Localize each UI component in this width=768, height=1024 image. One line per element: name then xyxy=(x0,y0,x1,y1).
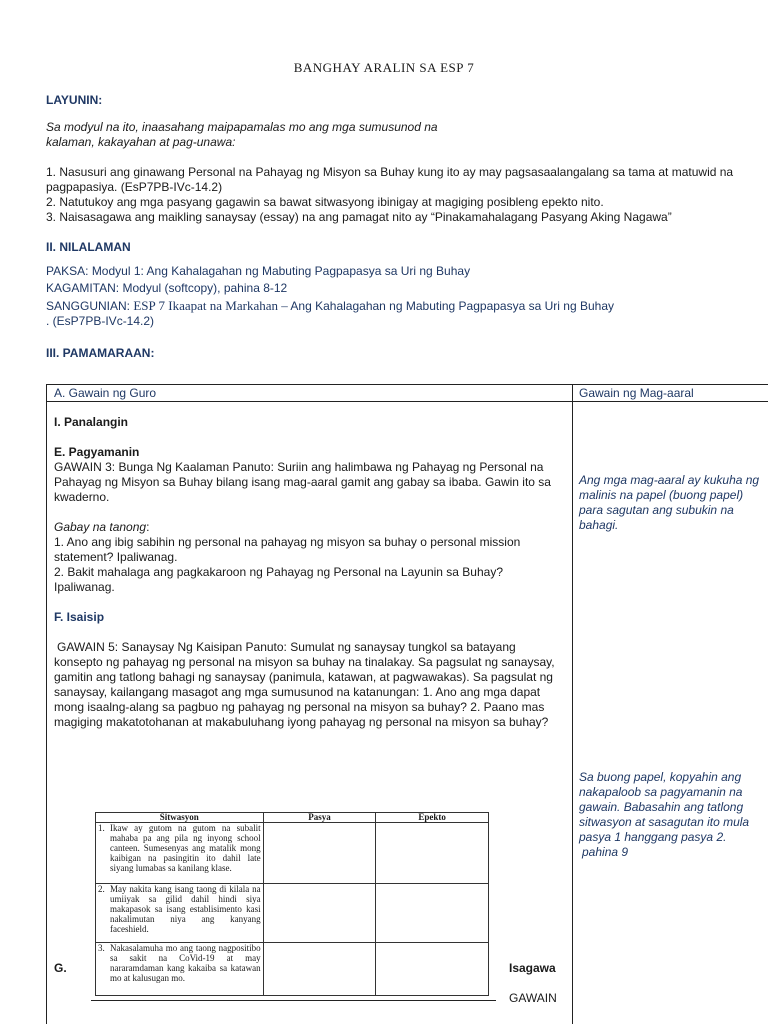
sanggunian-line xyxy=(46,298,766,314)
gabay-question-1: 1. Ano ang ibig sabihin ng personal na pahayag ng misyon sa buhay o personal mission statement? Ipaliwanag. xyxy=(54,535,521,564)
panalangin-heading: I. Panalangin xyxy=(54,415,129,429)
paksa-label: PAKSA: xyxy=(46,264,89,278)
gabay-colon: : xyxy=(146,520,150,534)
sanggunian-label: SANGGUNIAN: xyxy=(46,299,131,313)
gawain3-text: GAWAIN 3: Bunga Ng Kaalaman Panuto: Suriin ang halimbawa ng Pahayag ng Personal na Pahayag ng Misyon sa Buhay bilang isang mag-aaral gamit ang gabay sa ibaba. Gawin ito sa kwaderno. xyxy=(54,460,551,504)
situation-table-header xyxy=(96,813,489,823)
layunin-item-1: 1. Nasusuri ang ginawang Personal na Pahayag ng Misyon sa Buhay kung ito ay may pagsasaalangalang sa tama at matuwid na pagpapasiya. (EsP7PB-IVc-14.2) xyxy=(46,165,734,194)
layunin-item-3: 3. Naisasagawa ang maikling sanaysay (essay) na ang pamagat nito ay “Pinakamahalagang Pasyang Aking Nagawa” xyxy=(46,210,672,224)
student-note-2-text: Sa buong papel, kopyahin ang nakapaloob sa pagyamanin na gawain. Babasahin ang tatlong sitwasyon at sasagutan ito mula pasya 1 hanggang pasya 2. xyxy=(579,770,750,844)
isagawa-label: Isagawa xyxy=(509,961,556,975)
student-note-2-page: pahina 9 xyxy=(582,845,629,859)
gawain5-text: GAWAIN 5: Sanaysay Ng Kaisipan Panuto: Sumulat ng sanaysay tungkol sa batayang konsepto ng pahayag ng personal na misyon sa buhay na tinalakay. Sa pagsulat ng sanaysay, gamitin ang tatlong bahagi ng sanaysay (panimula, katawan, at pagwawakas). Sa pagsulat ng sanaysay, kailangang masagot ang mga sumusunod na katanungan: 1. Ano ang mga dapat mong isaalng-alang sa pagbuo ng pahayag ng personal na misyon sa buhay? 2. Paano mas magiging makatotohanan at makabuluhang iyong pahayag ng personal na misyon sa buhay? xyxy=(54,640,555,729)
header-epekto: Epekto xyxy=(376,813,489,823)
situation-number: 2. xyxy=(98,884,105,894)
layunin-section xyxy=(46,93,766,225)
col-header-magaaral: Gawain ng Mag-aaral xyxy=(579,386,694,400)
pagyamanin-heading: E. Pagyamanin xyxy=(54,445,140,459)
layunin-item-2: 2. Natutukoy ang mga pasyang gagawin sa bawat sitwasyong ibinigay at magiging posibleng epekto nito. xyxy=(46,195,604,209)
page-title: BANGHAY ARALIN SA ESP 7 xyxy=(293,60,475,75)
kagamitan-line xyxy=(46,281,766,296)
isaisip-heading: F. Isaisip xyxy=(54,610,105,624)
epekto-cell xyxy=(376,943,489,996)
situation-number: 3. xyxy=(98,943,105,953)
table-row xyxy=(96,823,489,884)
student-note-2 xyxy=(579,770,767,860)
header-pasya: Pasya xyxy=(263,813,376,823)
col-header-guro: A. Gawain ng Guro xyxy=(54,386,157,400)
pamamaraan-heading: III. PAMAMARAAN: xyxy=(46,346,155,360)
student-note-1 xyxy=(579,473,767,533)
situation-text: Nakasalamuha mo ang taong nagpositibo sa sakit na CoVid-19 at may nararamdaman kang kakaiba sa katawan mo at kalusugan mo. xyxy=(110,943,261,983)
paksa-value: Modyul 1: Ang Kahalagahan ng Mabuting Pagpapasya sa Uri ng Buhay xyxy=(91,264,471,278)
gabay-question-2: 2. Bakit mahalaga ang pagkakaroon ng Pahayag ng Personal na Layunin sa Buhay? Ipaliwanag. xyxy=(54,565,503,594)
kagamitan-value: Modyul (softcopy), pahina 8-12 xyxy=(122,281,288,295)
layunin-heading: LAYUNIN: xyxy=(46,93,103,107)
paksa-line xyxy=(46,264,766,279)
layunin-intro: Sa modyul na ito, inaasahang maipapamalas mo ang mga sumusunod na kalaman, kakayahan at pag-unawa: xyxy=(46,120,438,149)
student-note-1-text: Ang mga mag-aaral ay kukuha ng malinis na papel (buong papel) para sagutan ang subukin na bahagi. xyxy=(579,473,760,532)
gabay-heading xyxy=(54,520,566,535)
pasya-cell xyxy=(263,884,376,943)
sanggunian-serif: ESP 7 Ikaapat na Markahan – xyxy=(133,298,288,313)
situation-text: Ikaw ay gutom na gutom na subalit mahaba pa ang pila ng inyong school canteen. Sumesenyas ang matalik mong kaibigan na pasingitin ito dahil late siyang lumabas sa kanilang klase. xyxy=(110,823,261,873)
nilalaman-section xyxy=(46,240,766,329)
g-underline xyxy=(91,1000,496,1001)
header-sitwasyon: Sitwasyon xyxy=(96,813,264,823)
sanggunian-code: . (EsP7PB-IVc-14.2) xyxy=(46,314,155,328)
sanggunian-value: Ang Kahalagahan ng Mabuting Pagpapasya sa Uri ng Buhay xyxy=(290,299,614,313)
pasya-cell xyxy=(263,823,376,884)
epekto-cell xyxy=(376,884,489,943)
nilalaman-heading: II. NILALAMAN xyxy=(46,240,131,254)
g-label: G. xyxy=(54,961,67,975)
situation-number: 1. xyxy=(98,823,105,833)
situation-table xyxy=(95,812,489,996)
table-row xyxy=(96,943,489,996)
table-row xyxy=(96,884,489,943)
procedure-table-header xyxy=(47,385,768,402)
gawain-label: GAWAIN xyxy=(509,991,557,1005)
column-divider xyxy=(572,385,573,1024)
situation-text: May nakita kang isang taong di kilala na umiiyak sa gilid dahil hindi siya makapasok sa isang establisimento kasi nakalimutan niya ang kanyang faceshield. xyxy=(110,884,261,934)
pasya-cell xyxy=(263,943,376,996)
guro-column xyxy=(54,415,566,730)
gabay-label: Gabay na tanong xyxy=(54,520,147,534)
epekto-cell xyxy=(376,823,489,884)
kagamitan-label: KAGAMITAN: xyxy=(46,281,120,295)
